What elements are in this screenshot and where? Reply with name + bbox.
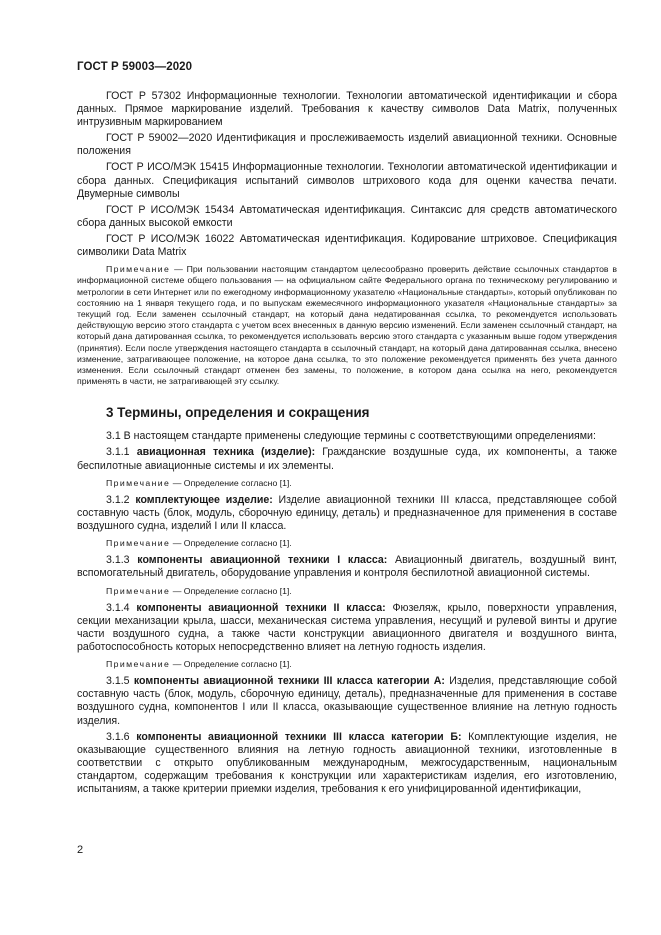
- term-entry: [77, 602, 617, 654]
- term-name: компоненты авиационной техники I класса:: [137, 554, 388, 567]
- note-label: Примечание: [106, 585, 171, 596]
- note-label: Примечание: [106, 659, 171, 670]
- page-number: 2: [77, 844, 84, 856]
- term-number: 3.1.4: [106, 601, 137, 614]
- note-text: — При пользовании настоящим стандартом целесообразно проверить действие ссылочных стандартов в информационной системе общего пользования — на официальном сайте Федерального органа по техническому регулированию и метрологии в сети Интернет или по ежегодному информационному указателю «Национальные стандарты», который опубликован по состоянию на 1 января текущего года, и по выпускам ежемесячного информационного указателя «Национальные стандарты» за текущий год. Если заменен ссылочный стандарт, на который дана недатированная ссылка, то рекомендуется использовать действующую версию этого стандарта с учетом всех внесенных в данную версию изменений. Если заменен ссылочный стандарт, на который дана датированная ссылка, то рекомендуется использовать версию этого стандарта с указанным выше годом утверждения (принятия). Если после утверждения настоящего стандарта в ссылочный стандарт, на который дана датированная ссылка, внесено изменение, затрагивающее положение, на которое дана ссылка, то это положение рекомендуется применять без учета данного изменения. Если ссылочный стандарт отменен без замены, то положение, в котором дана ссылка на него, рекомендуется применять в части, не затрагивающей эту ссылку.: [77, 264, 617, 387]
- definition-note: [77, 659, 617, 670]
- term-definition: Авиационный двигатель, воздушный винт, вспомогательный двигатель, оборудование управления и контроля беспилотной авиационной системы.: [77, 554, 617, 580]
- term-entry: [77, 446, 617, 472]
- reference-item: ГОСТ Р 59002—2020 Идентификация и прослеживаемость изделий авиационной техники. Основные положения: [77, 132, 617, 158]
- term-name: компоненты авиационной техники III класса категории А:: [133, 675, 445, 688]
- term-name: комплектующее изделие:: [135, 493, 273, 506]
- note-label: Примечание: [106, 538, 171, 549]
- term-name: компоненты авиационной техники II класса:: [136, 601, 386, 614]
- references-note: [77, 264, 617, 387]
- note-label: Примечание: [106, 477, 171, 488]
- reference-item: ГОСТ Р 57302 Информационные технологии. Технологии автоматической идентификации и сбора данных. Прямое маркирование изделий. Требования к качеству символов Data Matrix, полученных интрузивным маркированием: [77, 90, 617, 129]
- term-definition: Гражданские воздушные суда, их компоненты, а также беспилотные авиационные системы и их элементы.: [77, 446, 617, 472]
- term-number: 3.1.2: [106, 493, 136, 506]
- term-entry: [77, 494, 617, 533]
- reference-item: ГОСТ Р ИСО/МЭК 16022 Автоматическая идентификация. Кодирование штриховое. Спецификация символики Data Matrix: [77, 232, 617, 259]
- document-code-header: ГОСТ Р 59003—2020: [77, 61, 193, 73]
- term-number: 3.1.3: [106, 554, 138, 567]
- term-name: компоненты авиационной техники III класса категории Б:: [136, 730, 462, 743]
- definition-note: [77, 478, 617, 489]
- reference-item: ГОСТ Р ИСО/МЭК 15434 Автоматическая идентификация. Синтаксис для средств автоматического сбора данных высокой емкости: [77, 203, 617, 229]
- term-definition: Фюзеляж, крыло, поверхности управления, секции механизации крыла, шасси, механическая система управления, несущий и рулевой винты и другие части воздушного судна, а также части конструкции авиационного двигателя и воздушного винта, работоспособность которых непосредственно влияет на летную годность изделия.: [77, 601, 617, 653]
- term-definition: Изделия, представляющие собой составную часть (блок, модуль, сборочную единицу, деталь), предназначенные для применения в составе воздушного судна, компонентов I или II класса, оказывающие существенное влияние на летную годность изделия.: [77, 675, 617, 727]
- term-number: 3.1.5: [106, 675, 134, 688]
- note-text: — Определение согласно [1].: [170, 538, 292, 549]
- term-entry: [77, 675, 617, 727]
- definition-note: [77, 586, 617, 597]
- note-text: — Определение согласно [1].: [170, 585, 292, 596]
- note-label: Примечание: [106, 264, 171, 275]
- section-heading: 3 Термины, определения и сокращения: [106, 405, 370, 421]
- note-text: — Определение согласно [1].: [170, 477, 292, 488]
- term-number: 3.1.6: [106, 730, 137, 743]
- page-content: [77, 90, 617, 796]
- term-entry: [77, 554, 617, 580]
- section-intro: 3.1 В настоящем стандарте применены следующие термины с соответствующими определениями:: [106, 430, 596, 443]
- term-definition: Изделие авиационной техники III класса, представляющее собой составную часть (блок, модуль, сборочную единицу, деталь) и предназначенное для применения в составе воздушного судна, изделий I или II класса.: [77, 493, 617, 533]
- definition-note: [77, 538, 617, 549]
- term-name: авиационная техника (изделие):: [136, 446, 316, 459]
- note-text: — Определение согласно [1].: [170, 659, 292, 670]
- reference-item: ГОСТ Р ИСО/МЭК 15415 Информационные технологии. Технологии автоматической идентификации и сбора данных. Спецификация испытаний символов штрихового кода для оценки качества печати. Двумерные символы: [77, 161, 617, 200]
- term-entry: [77, 731, 617, 796]
- term-number: 3.1.1: [106, 446, 137, 459]
- term-definition: Комплектующие изделия, не оказывающие существенного влияния на летную годность авиационной техники, изготовленные в соответствии с открыто опубликованным международным, межгосударственным, национальным стандартом, содержащим требования к конструкции или характеристикам изделия, его изготовлению, испытаниям, а также критерии приемки изделия, требования к его унифицированной идентификации,: [77, 730, 617, 796]
